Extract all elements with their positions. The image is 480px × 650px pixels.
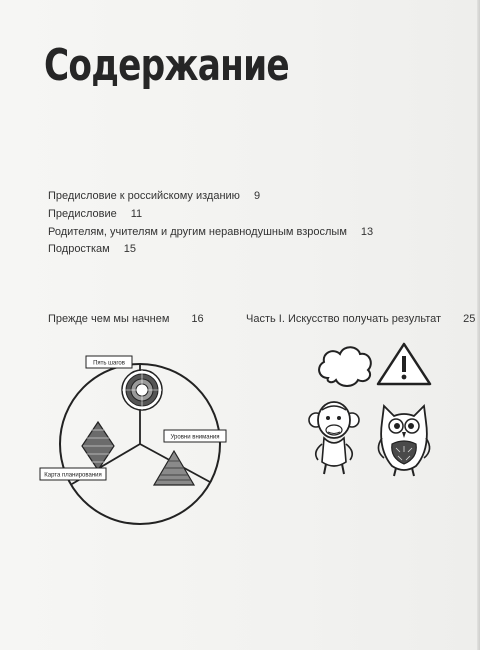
label-five-steps [86,356,132,368]
toc-section-label: Прежде чем мы начнем [48,313,170,325]
toc-item-page: 13 [360,226,374,238]
label-text: Карта планирования [44,472,102,479]
toc-item-page: 15 [123,243,136,255]
warning-icon [378,344,430,384]
toc-item-label: Предисловие к российскому изданию [48,190,240,202]
label-text: Уровни внимания [170,434,220,441]
toc-item-page: 9 [253,190,261,202]
toc-section-page: 16 [191,313,204,325]
toc-item[interactable] [48,243,136,255]
toc-section-label: Часть I. Искусство получать результат [246,313,442,325]
toc-item-label: Предисловие [48,208,117,220]
label-attention-levels [164,430,226,442]
label-planning-map [40,468,106,480]
owl-character [378,406,429,476]
toc-section-before-start[interactable] [48,313,204,325]
toc-item-page: 11 [130,208,143,220]
label-text: Пять шагов [93,360,125,367]
pyramid-icon [154,451,194,485]
toc-item-label: Подросткам [48,243,110,255]
monkey-character [309,402,359,474]
page-title: Содержание [44,40,289,91]
characters-illustration [300,340,450,480]
toc-item-label: Родителям, учителям и другим неравнодушным взрослым [48,226,347,238]
toc-item[interactable] [48,226,373,238]
thought-cloud-icon [319,347,371,386]
toc-item[interactable] [48,208,142,220]
toc-section-page: 25 [463,313,476,325]
planning-circle-illustration [36,350,246,530]
toc-item[interactable] [48,190,260,202]
target-icon [122,370,162,410]
toc-section-part-one[interactable] [246,313,475,325]
